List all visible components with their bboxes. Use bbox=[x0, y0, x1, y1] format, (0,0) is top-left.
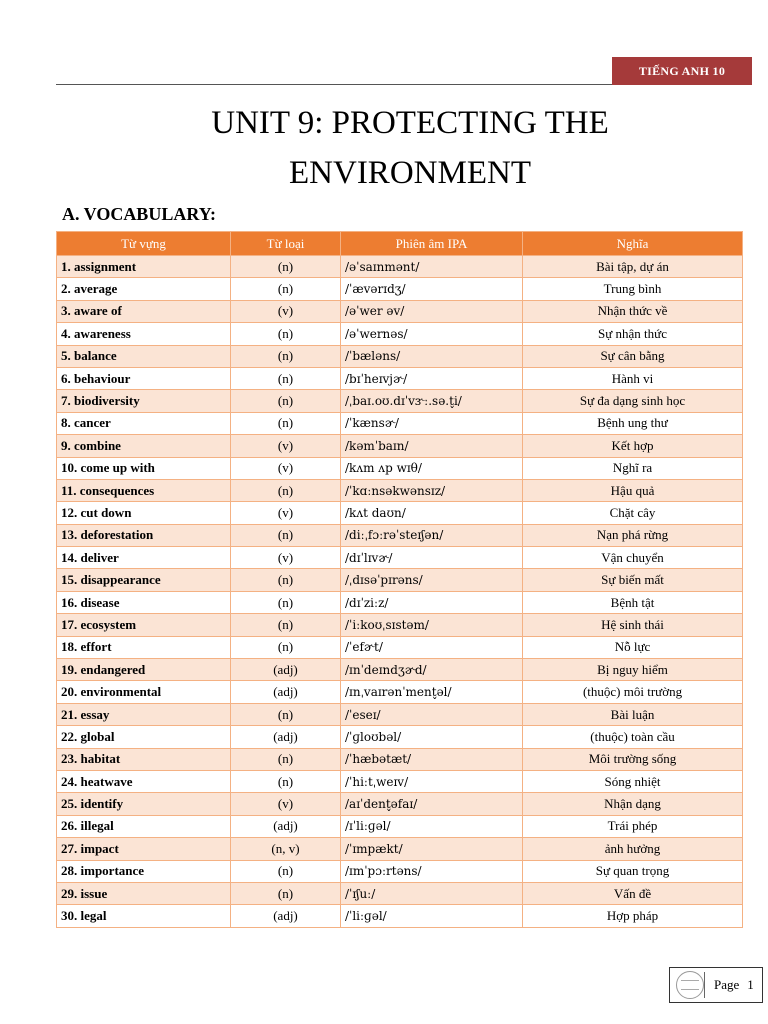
vocab-word: 10. come up with bbox=[57, 457, 231, 479]
part-of-speech: (n) bbox=[231, 524, 341, 546]
vocab-word: 24. heatwave bbox=[57, 770, 231, 792]
meaning: Nhận dạng bbox=[523, 793, 743, 815]
meaning: Kết hợp bbox=[523, 435, 743, 457]
ipa-transcription: /ɪnˈdeɪndʒɚd/ bbox=[341, 659, 523, 681]
page-footer bbox=[669, 967, 763, 1003]
ipa-transcription: /ˈbæləns/ bbox=[341, 345, 523, 367]
part-of-speech: (n) bbox=[231, 479, 341, 501]
ipa-transcription: /kəmˈbaɪn/ bbox=[341, 435, 523, 457]
meaning: (thuộc) môi trường bbox=[523, 681, 743, 703]
part-of-speech: (n, v) bbox=[231, 838, 341, 860]
table-row bbox=[57, 547, 743, 569]
vocab-word: 28. importance bbox=[57, 860, 231, 882]
part-of-speech: (n) bbox=[231, 591, 341, 613]
part-of-speech: (v) bbox=[231, 435, 341, 457]
header-ipa: Phiên âm IPA bbox=[341, 232, 523, 256]
title-line-1: UNIT 9: PROTECTING THE bbox=[211, 105, 609, 141]
part-of-speech: (n) bbox=[231, 256, 341, 278]
table-row bbox=[57, 390, 743, 412]
table-row bbox=[57, 770, 743, 792]
ipa-transcription: /əˈwer əv/ bbox=[341, 300, 523, 322]
vocab-word: 30. legal bbox=[57, 905, 231, 927]
ipa-transcription: /ˈiːkoʊˌsɪstəm/ bbox=[341, 614, 523, 636]
page-label: Page 1 bbox=[714, 977, 754, 992]
meaning: Trái phép bbox=[523, 815, 743, 837]
vocab-word: 29. issue bbox=[57, 882, 231, 904]
meaning: Chặt cây bbox=[523, 502, 743, 524]
vocab-word: 16. disease bbox=[57, 591, 231, 613]
ipa-transcription: /diːˌfɔːrəˈsteɪʃən/ bbox=[341, 524, 523, 546]
ipa-transcription: /ɪnˌvaɪrənˈment̬əl/ bbox=[341, 681, 523, 703]
ipa-transcription: /ɪmˈpɔːrtəns/ bbox=[341, 860, 523, 882]
vocab-word: 8. cancer bbox=[57, 412, 231, 434]
vocab-word: 13. deforestation bbox=[57, 524, 231, 546]
ipa-transcription: /kʌt daʊn/ bbox=[341, 502, 523, 524]
part-of-speech: (adj) bbox=[231, 905, 341, 927]
part-of-speech: (v) bbox=[231, 547, 341, 569]
vocab-word: 18. effort bbox=[57, 636, 231, 658]
header-meaning: Nghĩa bbox=[523, 232, 743, 256]
part-of-speech: (n) bbox=[231, 390, 341, 412]
part-of-speech: (n) bbox=[231, 882, 341, 904]
vocab-word: 1. assignment bbox=[57, 256, 231, 278]
vocab-word: 26. illegal bbox=[57, 815, 231, 837]
vocab-word: 3. aware of bbox=[57, 300, 231, 322]
table-row bbox=[57, 524, 743, 546]
subject-badge: TIẾNG ANH 10 bbox=[612, 57, 752, 85]
vocab-word: 23. habitat bbox=[57, 748, 231, 770]
ipa-transcription: /ˈhiːtˌweɪv/ bbox=[341, 770, 523, 792]
table-row bbox=[57, 636, 743, 658]
vocab-word: 21. essay bbox=[57, 703, 231, 725]
meaning: Bệnh tật bbox=[523, 591, 743, 613]
meaning: Hợp pháp bbox=[523, 905, 743, 927]
ipa-transcription: /kʌm ʌp wɪθ/ bbox=[341, 457, 523, 479]
part-of-speech: (n) bbox=[231, 367, 341, 389]
vocab-word: 7. biodiversity bbox=[57, 390, 231, 412]
table-row bbox=[57, 726, 743, 748]
meaning: Vận chuyển bbox=[523, 547, 743, 569]
meaning: Sự biến mất bbox=[523, 569, 743, 591]
table-row bbox=[57, 569, 743, 591]
table-row bbox=[57, 860, 743, 882]
ipa-transcription: /ˌbaɪ.oʊ.dɪˈvɝː.sə.t̬i/ bbox=[341, 390, 523, 412]
meaning: Nhận thức về bbox=[523, 300, 743, 322]
ipa-transcription: /ˈævərɪdʒ/ bbox=[341, 278, 523, 300]
part-of-speech: (adj) bbox=[231, 815, 341, 837]
school-seal-icon bbox=[676, 971, 704, 999]
table-row bbox=[57, 591, 743, 613]
table-row bbox=[57, 905, 743, 927]
section-heading: A. VOCABULARY: bbox=[62, 204, 217, 224]
part-of-speech: (n) bbox=[231, 860, 341, 882]
meaning: Trung bình bbox=[523, 278, 743, 300]
part-of-speech: (adj) bbox=[231, 659, 341, 681]
ipa-transcription: /əˈsaɪnmənt/ bbox=[341, 256, 523, 278]
ipa-transcription: /ˈkɑːnsəkwənsɪz/ bbox=[341, 479, 523, 501]
meaning: ảnh hưởng bbox=[523, 838, 743, 860]
ipa-transcription: /ˈkænsɚ/ bbox=[341, 412, 523, 434]
ipa-transcription: /dɪˈlɪvɚ/ bbox=[341, 547, 523, 569]
vocab-word: 20. environmental bbox=[57, 681, 231, 703]
ipa-transcription: /ˈhæbətæt/ bbox=[341, 748, 523, 770]
table-row bbox=[57, 614, 743, 636]
meaning: Sự quan trọng bbox=[523, 860, 743, 882]
part-of-speech: (n) bbox=[231, 703, 341, 725]
vocab-word: 15. disappearance bbox=[57, 569, 231, 591]
header-pos: Từ loại bbox=[231, 232, 341, 256]
title-line-2: ENVIRONMENT bbox=[289, 155, 531, 191]
meaning: Sóng nhiệt bbox=[523, 770, 743, 792]
part-of-speech: (n) bbox=[231, 569, 341, 591]
meaning: Môi trường sống bbox=[523, 748, 743, 770]
part-of-speech: (n) bbox=[231, 636, 341, 658]
vocab-word: 5. balance bbox=[57, 345, 231, 367]
vocab-word: 12. cut down bbox=[57, 502, 231, 524]
vocab-word: 14. deliver bbox=[57, 547, 231, 569]
table-row bbox=[57, 278, 743, 300]
meaning: Hành vi bbox=[523, 367, 743, 389]
part-of-speech: (v) bbox=[231, 300, 341, 322]
meaning: Vấn đề bbox=[523, 882, 743, 904]
footer-divider bbox=[704, 972, 705, 998]
table-row bbox=[57, 367, 743, 389]
table-row bbox=[57, 300, 743, 322]
vocab-word: 9. combine bbox=[57, 435, 231, 457]
ipa-transcription: /ɪˈliːɡəl/ bbox=[341, 815, 523, 837]
part-of-speech: (v) bbox=[231, 793, 341, 815]
ipa-transcription: /ˈɪmpækt/ bbox=[341, 838, 523, 860]
table-row bbox=[57, 256, 743, 278]
table-row bbox=[57, 793, 743, 815]
table-row bbox=[57, 659, 743, 681]
ipa-transcription: /ˈliːɡəl/ bbox=[341, 905, 523, 927]
vocab-word: 6. behaviour bbox=[57, 367, 231, 389]
page-title bbox=[0, 98, 768, 198]
part-of-speech: (adj) bbox=[231, 726, 341, 748]
table-row bbox=[57, 502, 743, 524]
ipa-transcription: /dɪˈziːz/ bbox=[341, 591, 523, 613]
page-number: 1 bbox=[747, 977, 754, 992]
part-of-speech: (adj) bbox=[231, 681, 341, 703]
ipa-transcription: /ˌdɪsəˈpɪrəns/ bbox=[341, 569, 523, 591]
part-of-speech: (v) bbox=[231, 502, 341, 524]
meaning: Bệnh ung thư bbox=[523, 412, 743, 434]
table-row bbox=[57, 457, 743, 479]
part-of-speech: (n) bbox=[231, 770, 341, 792]
table-row bbox=[57, 815, 743, 837]
table-row bbox=[57, 681, 743, 703]
part-of-speech: (n) bbox=[231, 278, 341, 300]
ipa-transcription: /bɪˈheɪvjɚ/ bbox=[341, 367, 523, 389]
table-row bbox=[57, 323, 743, 345]
vocab-word: 17. ecosystem bbox=[57, 614, 231, 636]
meaning: Bị nguy hiểm bbox=[523, 659, 743, 681]
header-word: Từ vựng bbox=[57, 232, 231, 256]
vocab-word: 4. awareness bbox=[57, 323, 231, 345]
part-of-speech: (v) bbox=[231, 457, 341, 479]
part-of-speech: (n) bbox=[231, 323, 341, 345]
part-of-speech: (n) bbox=[231, 412, 341, 434]
table-header-row bbox=[57, 232, 743, 256]
table-body bbox=[57, 256, 743, 928]
meaning: Nghĩ ra bbox=[523, 457, 743, 479]
vocab-word: 11. consequences bbox=[57, 479, 231, 501]
meaning: Bài luận bbox=[523, 703, 743, 725]
part-of-speech: (n) bbox=[231, 748, 341, 770]
vocabulary-table bbox=[56, 231, 743, 928]
meaning: Nạn phá rừng bbox=[523, 524, 743, 546]
meaning: Bài tập, dự án bbox=[523, 256, 743, 278]
meaning: Hậu quả bbox=[523, 479, 743, 501]
table-row bbox=[57, 412, 743, 434]
table-row bbox=[57, 703, 743, 725]
table-row bbox=[57, 748, 743, 770]
meaning: Sự nhận thức bbox=[523, 323, 743, 345]
ipa-transcription: /ˈɪʃuː/ bbox=[341, 882, 523, 904]
vocab-word: 19. endangered bbox=[57, 659, 231, 681]
table-row bbox=[57, 838, 743, 860]
ipa-transcription: /aɪˈdent̬əfaɪ/ bbox=[341, 793, 523, 815]
vocab-word: 22. global bbox=[57, 726, 231, 748]
meaning: Sự đa dạng sinh học bbox=[523, 390, 743, 412]
meaning: Hệ sinh thái bbox=[523, 614, 743, 636]
meaning: Sự cân bằng bbox=[523, 345, 743, 367]
table-row bbox=[57, 345, 743, 367]
ipa-transcription: /əˈwernəs/ bbox=[341, 323, 523, 345]
vocab-word: 25. identify bbox=[57, 793, 231, 815]
part-of-speech: (n) bbox=[231, 345, 341, 367]
table-row bbox=[57, 479, 743, 501]
ipa-transcription: /ˈɡloʊbəl/ bbox=[341, 726, 523, 748]
ipa-transcription: /ˈeseɪ/ bbox=[341, 703, 523, 725]
meaning: Nỗ lực bbox=[523, 636, 743, 658]
ipa-transcription: /ˈefɚt/ bbox=[341, 636, 523, 658]
header-rule bbox=[56, 84, 612, 85]
vocab-word: 2. average bbox=[57, 278, 231, 300]
table-row bbox=[57, 882, 743, 904]
meaning: (thuộc) toàn cầu bbox=[523, 726, 743, 748]
table-row bbox=[57, 435, 743, 457]
part-of-speech: (n) bbox=[231, 614, 341, 636]
vocab-word: 27. impact bbox=[57, 838, 231, 860]
